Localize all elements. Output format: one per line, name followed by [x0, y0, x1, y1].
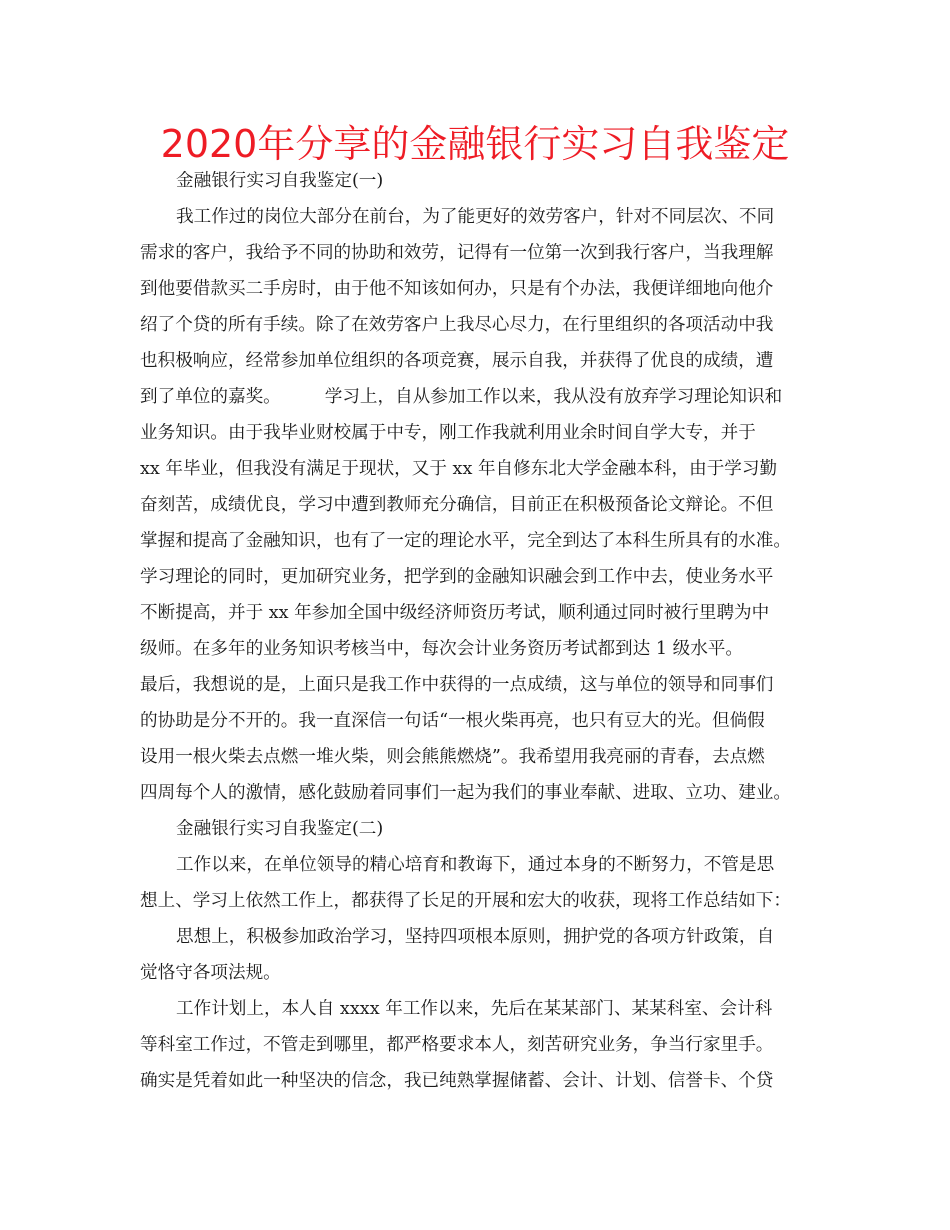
body-line: 工作以来，在单位领导的精心培育和教诲下，通过本身的不断努力，不管是思	[176, 855, 775, 875]
body-line: 的协助是分不开的。我一直深信一句话“一根火柴再亮，也只有豆大的光。但倘假	[140, 711, 765, 731]
body-line: 等科室工作过，不管走到哪里，都严格要求本人，刻苦研究业务，争当行家里手。	[140, 1035, 774, 1055]
body-line: 我工作过的岗位大部分在前台，为了能更好的效劳客户，针对不同层次、不同	[176, 207, 775, 227]
body-line: 四周每个人的激情，感化鼓励着同事们一起为我们的事业奉献、进取、立功、建业。	[140, 783, 791, 803]
body-line: 掌握和提高了金融知识，也有了一定的理论水平，完全到达了本科生所具有的水准。	[140, 531, 791, 551]
section-heading-1: 金融银行实习自我鉴定(一)	[176, 171, 384, 191]
body-line: 业务知识。由于我毕业财校属于中专，刚工作我就利用业余时间自学大专，并于	[140, 423, 756, 443]
body-line: 确实是凭着如此一种坚决的信念，我已纯熟掌握储蓄、会计、计划、信誉卡、个贷	[140, 1071, 774, 1091]
body-line: 工作计划上，本人自 xxxx 年工作以来，先后在某某部门、某某科室、会计科	[176, 999, 773, 1019]
body-line: 觉恪守各项法规。	[140, 963, 281, 983]
document-title: 2020年分享的金融银行实习自我鉴定	[160, 122, 790, 166]
body-line: 需求的客户，我给予不同的协助和效劳，记得有一位第一次到我行客户，当我理解	[140, 243, 774, 263]
section-heading-2: 金融银行实习自我鉴定(二)	[176, 819, 384, 839]
body-line: 思想上，积极参加政治学习，坚持四项根本原则，拥护党的各项方针政策，自	[176, 927, 775, 947]
body-line: 级师。在多年的业务知识考核当中，每次会计业务资历考试都到达 1 级水平。	[140, 639, 743, 659]
body-line: xx 年毕业，但我没有满足于现状，又于 xx 年自修东北大学金融本科，由于学习勤	[140, 459, 778, 479]
body-line: 也积极响应，经常参加单位组织的各项竞赛，展示自我，并获得了优良的成绩，遭	[140, 351, 774, 371]
body-line: 学习理论的同时，更加研究业务，把学到的金融知识融会到工作中去，使业务水平	[140, 567, 774, 587]
body-line: 想上、学习上依然工作上，都获得了长足的开展和宏大的收获，现将工作总结如下：	[140, 891, 791, 911]
body-line: 绍了个贷的所有手续。除了在效劳客户上我尽心尽力，在行里组织的各项活动中我	[140, 315, 774, 335]
body-line: 不断提高，并于 xx 年参加全国中级经济师资历考试，顺利通过同时被行里聘为中	[140, 603, 770, 623]
body-line: 到他要借款买二手房时，由于他不知该如何办，只是有个办法，我便详细地向他介	[140, 279, 774, 299]
body-line: 到了单位的嘉奖。 学习上，自从参加工作以来，我从没有放弃学习理论知识和	[140, 387, 783, 407]
body-line: 设用一根火柴去点燃一堆火柴，则会熊熊燃烧”。我希望用我亮丽的青春，去点燃	[140, 747, 765, 767]
body-line: 最后，我想说的是，上面只是我工作中获得的一点成绩，这与单位的领导和同事们	[140, 675, 774, 695]
body-line: 奋刻苦，成绩优良，学习中遭到教师充分确信，目前正在积极预备论文辩论。不但	[140, 495, 774, 515]
